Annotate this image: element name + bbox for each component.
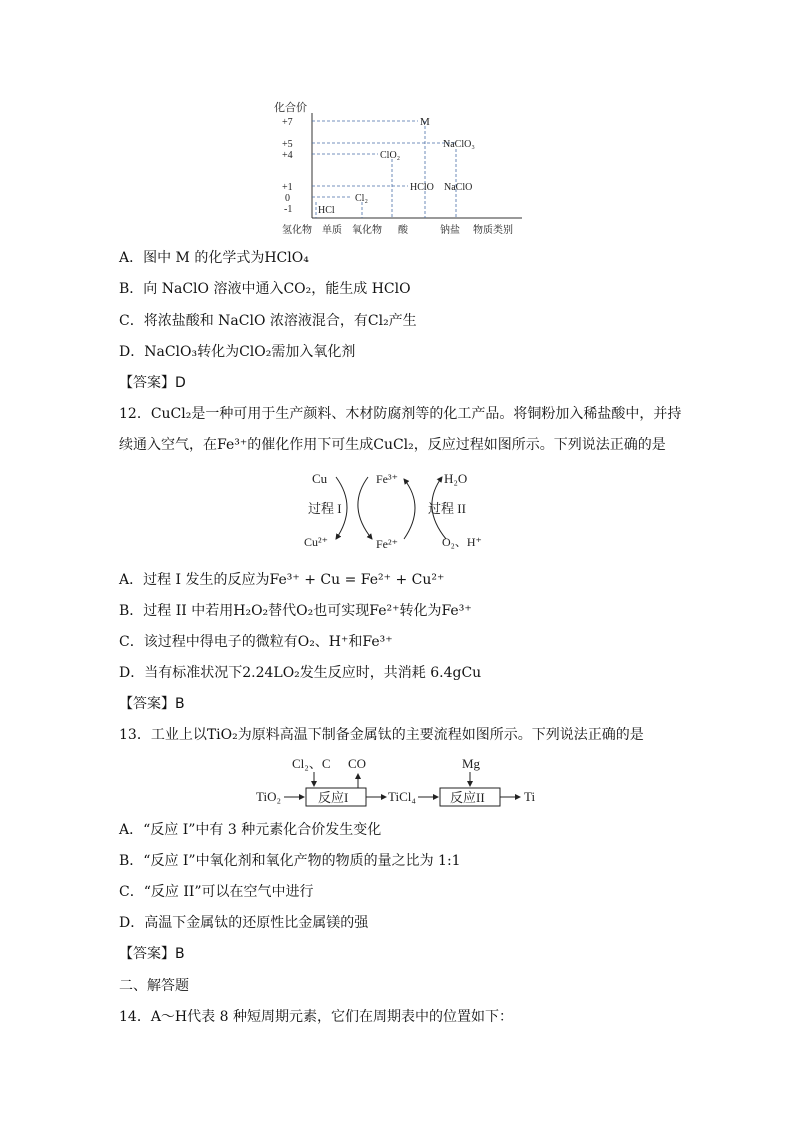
step2-label: 过程 II <box>428 501 466 516</box>
h2o-label: H₂O <box>444 471 468 486</box>
mid-label: TiCl₄ <box>388 789 416 804</box>
x-axis-label: 物质类别 <box>473 225 513 236</box>
point-label: NaClO₃ <box>443 139 475 150</box>
q13-option-b: B．“反应 I”中氧化剂和氧化产物的物质的量之比为 1:1 <box>119 853 461 869</box>
q11-answer: 【答案】D <box>119 375 186 391</box>
q12-stem-line2: 续通入空气，在Fe³⁺的催化作用下可生成CuCl₂，反应过程如图所示。下列说法正确的是 <box>119 437 666 453</box>
x-tick-label: 单质 <box>322 225 342 236</box>
q13-option-c: C．“反应 II”可以在空气中进行 <box>119 884 314 900</box>
q13-stem: 13．工业上以TiO₂为原料高温下制备金属钛的主要流程如图所示。下列说法正确的是 <box>119 727 644 743</box>
q13-option-d: D．高温下金属钛的还原性比金属镁的强 <box>119 915 369 931</box>
cu2-label: Cu²⁺ <box>304 535 328 549</box>
q11-option-d: D．NaClO₃转化为ClO₂需加入氧化剂 <box>119 344 356 360</box>
q12-stem-line1: 12．CuCl₂是一种可用于生产颜料、木材防腐剂等的化工产品。将铜粉加入稀盐酸中，并持 <box>119 406 682 422</box>
valence-chart <box>260 95 540 240</box>
x-tick-label: 钠盐 <box>440 225 460 236</box>
cycle-arrow-center-right <box>404 479 415 539</box>
start-label: TiO₂ <box>256 789 282 804</box>
point-label: M <box>420 116 430 128</box>
reaction1-label: 反应I <box>318 790 349 805</box>
cycle-arrow-center <box>358 477 372 539</box>
section-heading: 二、解答题 <box>119 978 189 994</box>
q12-option-d: D．当有标准状况下2.24LO₂发生反应时，共消耗 6.4gCu <box>119 665 482 681</box>
q11-option-c: C．将浓盐酸和 NaClO 浓溶液混合，有Cl₂产生 <box>119 313 417 329</box>
input1-label: Cl₂、C <box>292 756 331 771</box>
q12-answer: 【答案】B <box>119 696 185 712</box>
x-tick-label: 酸 <box>398 225 408 236</box>
y-tick-label: +1 <box>282 182 293 193</box>
o2h-label: O₂、H⁺ <box>442 535 482 549</box>
x-tick-label: 氢化物 <box>282 225 312 236</box>
point-label: NaClO <box>444 182 473 193</box>
end-label: Ti <box>524 789 536 804</box>
y-tick-label: +4 <box>282 150 293 161</box>
point-label: HClO <box>410 182 434 193</box>
step1-label: 过程 I <box>308 501 342 516</box>
y-tick-label: 0 <box>285 193 290 204</box>
point-label: Cl₂ <box>355 193 368 204</box>
fe2-label: Fe²⁺ <box>376 537 398 551</box>
y-tick-label: +5 <box>282 139 293 150</box>
x-tick-label: 氧化物 <box>352 225 382 236</box>
titanium-flow-diagram <box>252 752 552 808</box>
input2-label: Mg <box>462 756 481 771</box>
q11-option-b: B．向 NaClO 溶液中通入CO₂，能生成 HClO <box>119 281 411 297</box>
y-tick-label: -1 <box>284 204 293 215</box>
reaction2-label: 反应II <box>450 790 485 805</box>
q12-option-b: B．过程 II 中若用H₂O₂替代O₂也可实现Fe²⁺转化为Fe³⁺ <box>119 603 472 619</box>
q12-option-a: A．过程 I 发生的反应为Fe³⁺ + Cu = Fe²⁺ + Cu²⁺ <box>119 572 445 588</box>
cu-label: Cu <box>312 471 328 486</box>
point-label: HCl <box>318 205 335 216</box>
point-label: ClO₂ <box>380 150 401 161</box>
q13-option-a: A．“反应 I”中有 3 种元素化合价发生变化 <box>119 822 382 838</box>
fe3-label: Fe³⁺ <box>376 472 398 486</box>
q12-option-c: C．该过程中得电子的微粒有O₂、H⁺和Fe³⁺ <box>119 634 393 650</box>
y-tick-label: +7 <box>282 117 293 128</box>
redox-cycle-diagram <box>296 463 506 555</box>
q11-option-a: A．图中 M 的化学式为HClO₄ <box>119 250 309 266</box>
output1-label: CO <box>348 756 367 771</box>
q14-stem: 14．A～H代表 8 种短周期元素，它们在周期表中的位置如下： <box>119 1009 513 1025</box>
y-axis-label: 化合价 <box>274 102 307 114</box>
q13-answer: 【答案】B <box>119 946 185 962</box>
